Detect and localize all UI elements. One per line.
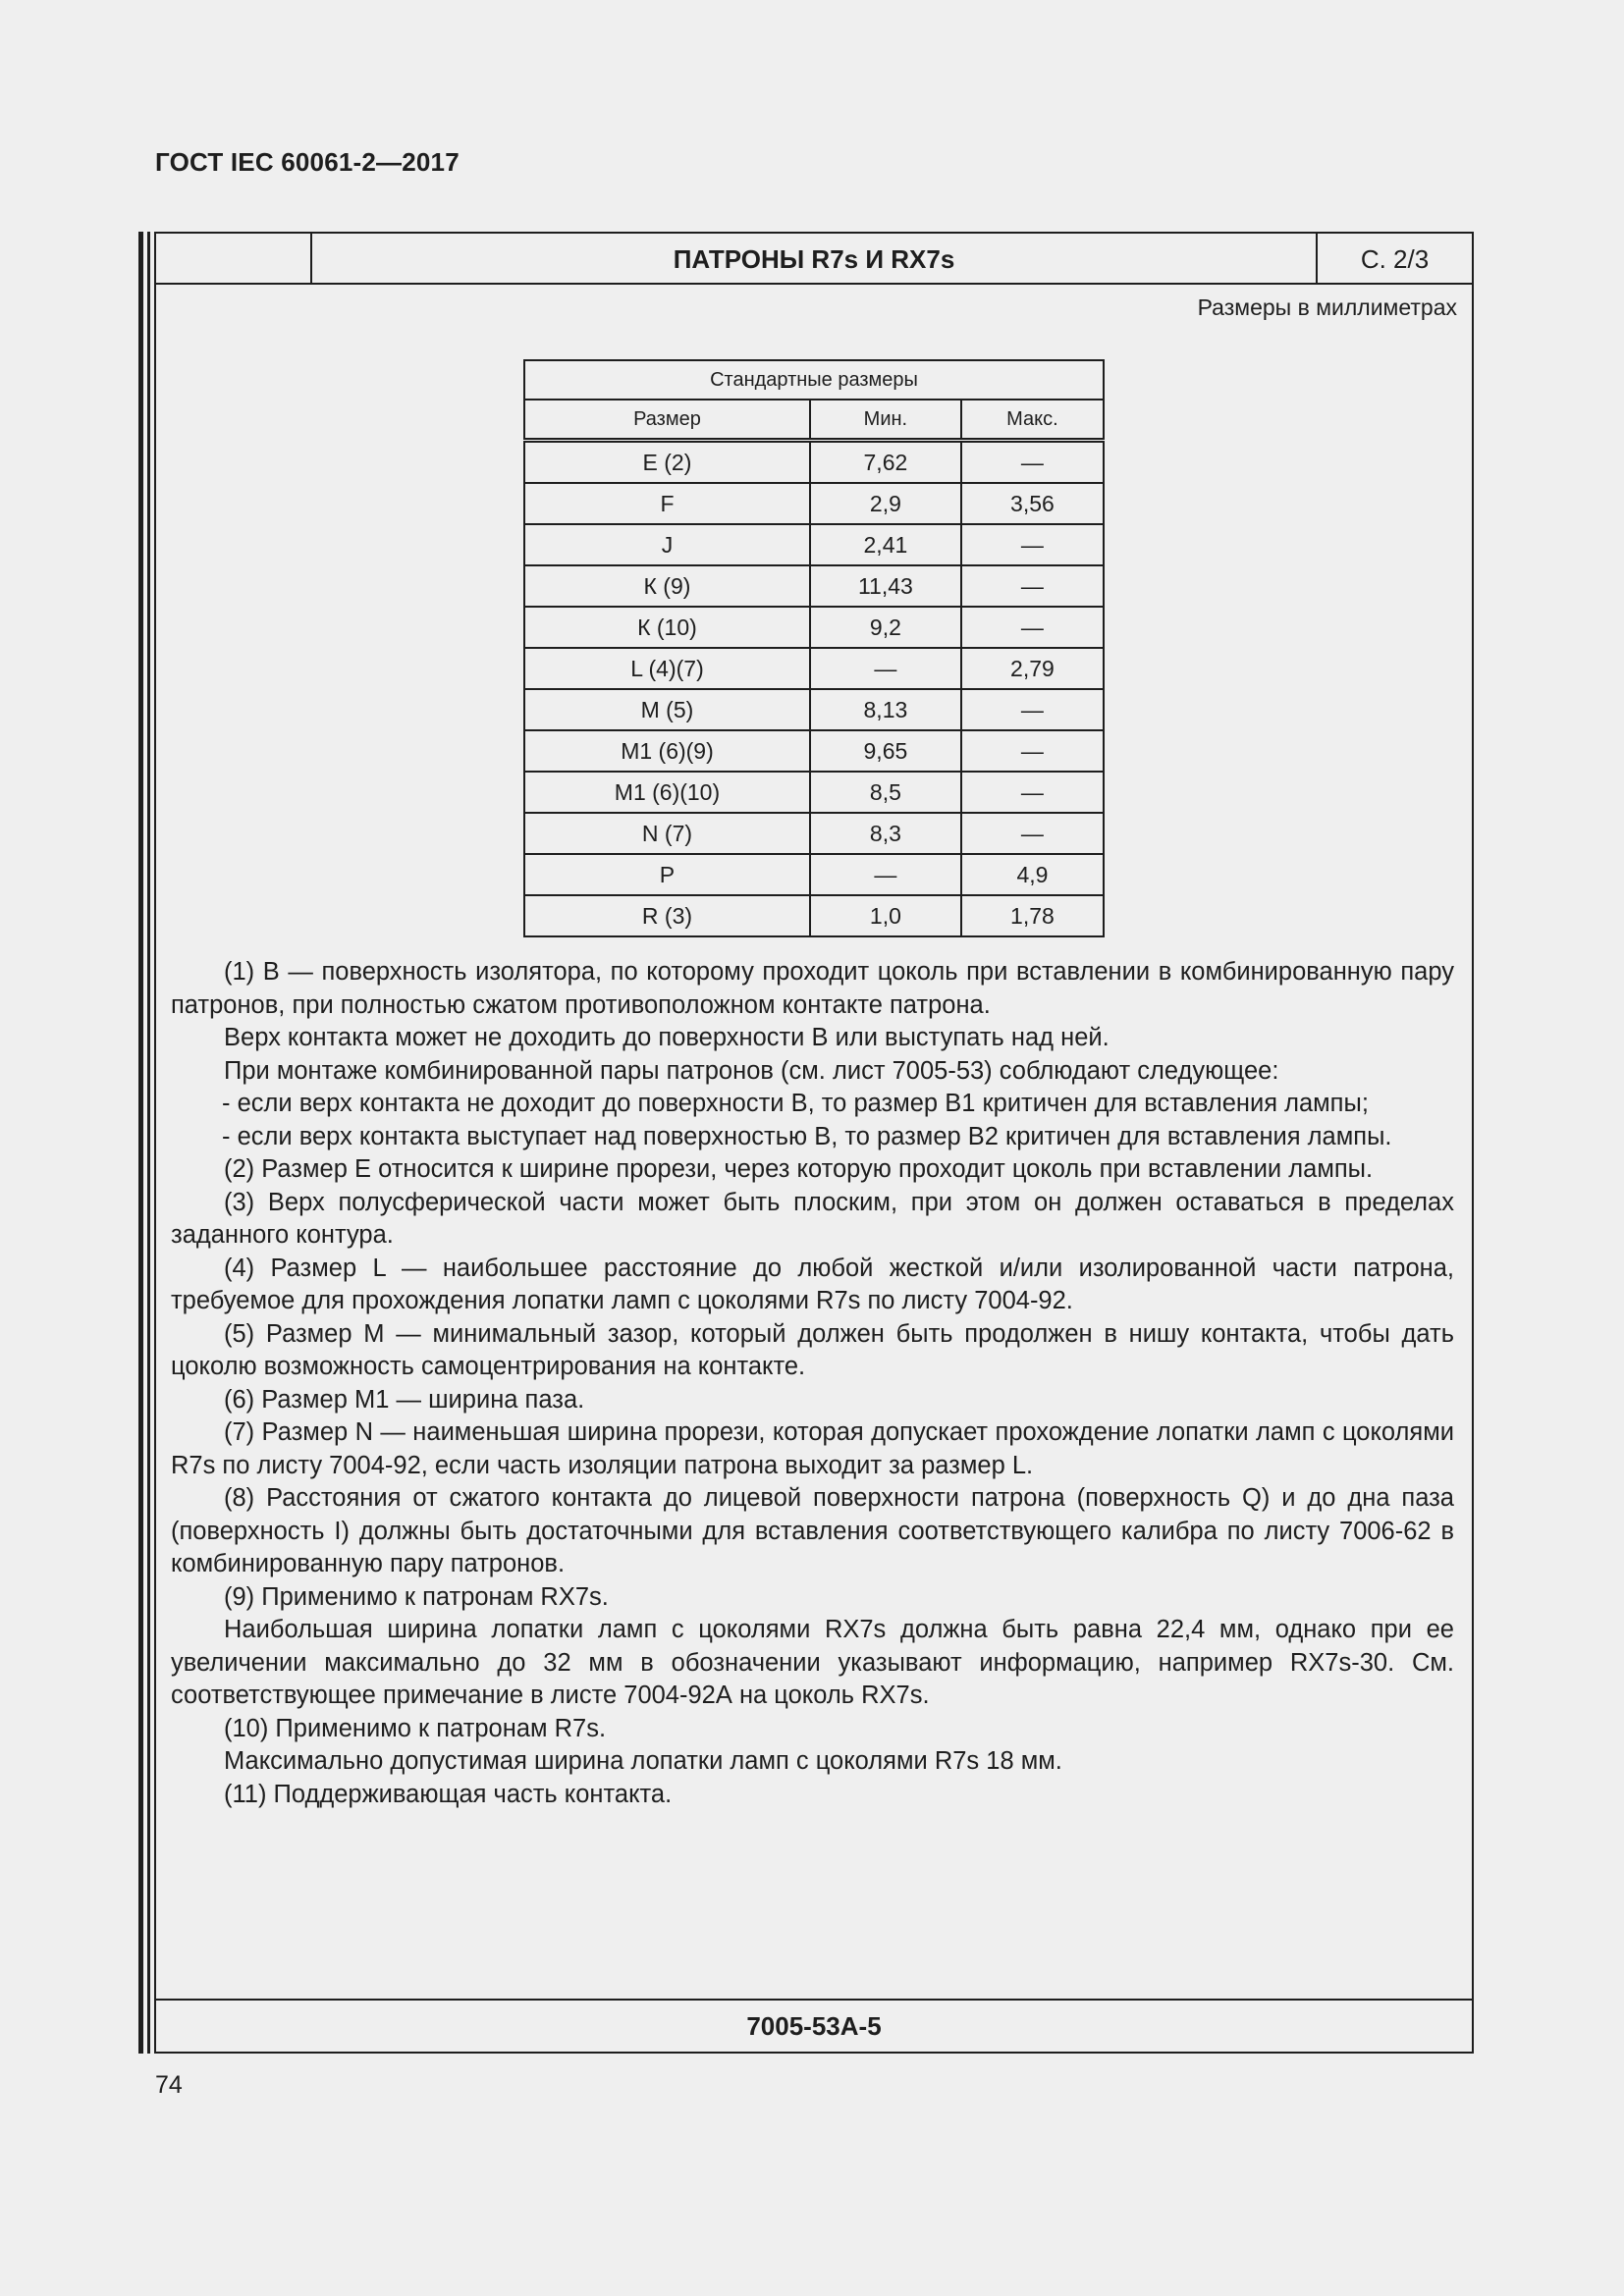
column-header: Макс.: [961, 400, 1104, 441]
table-cell: 3,56: [961, 483, 1104, 524]
table-row: [524, 565, 1104, 607]
sheet-title: ПАТРОНЫ R7s И RX7s: [312, 234, 1318, 283]
table-cell: К (9): [524, 565, 810, 607]
table-cell: —: [961, 441, 1104, 484]
note-paragraph: Максимально допустимая ширина лопатки ламп с цоколями R7s 18 мм.: [224, 1747, 1062, 1775]
note-paragraph: Верх контакта может не доходить до поверхности В или выступать над ней.: [224, 1024, 1110, 1051]
note-paragraph: (7) Размер N — наименьшая ширина прорези, которая допускает прохождение лопатки ламп с цоколями R7s по листу 7004-92, если часть изоляции патрона выходит за размер L.: [171, 1418, 1454, 1479]
table-row: [524, 607, 1104, 648]
title-left-cell: [156, 234, 312, 283]
sheet-number: С. 2/3: [1360, 244, 1430, 274]
table-row: [524, 854, 1104, 895]
table-caption: Стандартные размеры: [524, 360, 1104, 400]
note-paragraph: Наибольшая ширина лопатки ламп с цоколями RX7s должна быть равна 22,4 мм, однако при ее увеличении максимально до 32 мм в обозначении указывают информацию, например RX7s-30. См. соответствующее примечание в листе 7004-92А на цоколь RX7s.: [171, 1616, 1454, 1709]
column-header: Размер: [524, 400, 810, 441]
note-paragraph: (6) Размер М1 — ширина паза.: [224, 1385, 585, 1414]
note-paragraph: (3) Верх полусферической части может быть плоским, при этом он должен оставаться в пределах заданного контура.: [171, 1188, 1454, 1249]
table-cell: 8,5: [810, 772, 961, 813]
table-cell: —: [961, 565, 1104, 607]
table-cell: —: [810, 854, 961, 895]
table-cell: 8,3: [810, 813, 961, 854]
note-paragraph: (1) В — поверхность изолятора, по которому проходит цоколь при вставлении в комбинированную пару патронов, при полностью сжатом противоположном контакте патрона.: [171, 958, 1454, 1019]
table-cell: —: [961, 772, 1104, 813]
table-cell: L (4)(7): [524, 648, 810, 689]
table-cell: N (7): [524, 813, 810, 854]
table-cell: 2,79: [961, 648, 1104, 689]
note-paragraph: (11) Поддерживающая часть контакта.: [224, 1780, 673, 1808]
table-row: [524, 689, 1104, 730]
table-row: [524, 730, 1104, 772]
title-row: [156, 234, 1472, 285]
document-header: ГОСТ IEC 60061-2—2017: [155, 147, 460, 177]
table-cell: P: [524, 854, 810, 895]
dimensions-table: [523, 359, 1105, 937]
table-row: [524, 648, 1104, 689]
table-cell: M1 (6)(10): [524, 772, 810, 813]
note-list-item: - если верх контакта не доходит до поверхности В, то размер В1 критичен для вставления лампы;: [222, 1090, 1369, 1117]
table-cell: R (3): [524, 895, 810, 936]
note-paragraph: (4) Размер L — наибольшее расстояние до любой жесткой и/или изолированной части патрона, требуемое для прохождения лопатки ламп с цоколями R7s по листу 7004-92.: [171, 1254, 1454, 1314]
table-cell: F: [524, 483, 810, 524]
note-paragraph: (9) Применимо к патронам RX7s.: [224, 1582, 609, 1611]
table-cell: 1,78: [961, 895, 1104, 936]
table-row: [524, 483, 1104, 524]
table-cell: M (5): [524, 689, 810, 730]
binding-margin-line: [138, 232, 143, 2054]
table-cell: M1 (6)(9): [524, 730, 810, 772]
table-row: [524, 524, 1104, 565]
notes-section: [171, 956, 1454, 1811]
table-cell: 7,62: [810, 441, 961, 484]
table-cell: —: [961, 689, 1104, 730]
table-cell: 9,65: [810, 730, 961, 772]
column-header: Мин.: [810, 400, 961, 441]
table-cell: 2,41: [810, 524, 961, 565]
note-list-item: - если верх контакта выступает над поверхностью В, то размер В2 критичен для вставления лампы.: [222, 1122, 1392, 1150]
note-paragraph: (2) Размер Е относится к ширине прорези, через которую проходит цоколь при вставлении лампы.: [224, 1155, 1374, 1183]
table-cell: 11,43: [810, 565, 961, 607]
note-paragraph: (5) Размер М — минимальный зазор, который должен быть продолжен в нишу контакта, чтобы дать цоколю возможность самоцентрирования на контакте.: [171, 1319, 1454, 1380]
table-cell: J: [524, 524, 810, 565]
table-cell: —: [810, 648, 961, 689]
units-note: Размеры в миллиметрах: [1197, 294, 1457, 320]
table-row: [524, 895, 1104, 936]
page-number: 74: [155, 2071, 183, 2099]
table-cell: К (10): [524, 607, 810, 648]
table-cell: —: [961, 607, 1104, 648]
table-cell: —: [961, 524, 1104, 565]
table-row: [524, 813, 1104, 854]
sheet-footer-code: 7005-53А-5: [156, 1999, 1472, 2054]
note-paragraph: (10) Применимо к патронам R7s.: [224, 1714, 607, 1742]
note-paragraph: При монтаже комбинированной пары патронов (см. лист 7005-53) соблюдают следующее:: [224, 1056, 1279, 1085]
table-cell: 4,9: [961, 854, 1104, 895]
table-cell: —: [961, 730, 1104, 772]
table-cell: 9,2: [810, 607, 961, 648]
table-cell: —: [961, 813, 1104, 854]
table-row: [524, 441, 1104, 484]
table-cell: E (2): [524, 441, 810, 484]
table-cell: 1,0: [810, 895, 961, 936]
table-cell: 8,13: [810, 689, 961, 730]
binding-margin-line-inner: [147, 232, 150, 2054]
table-row: [524, 772, 1104, 813]
standard-sheet-frame: [154, 232, 1474, 2054]
note-paragraph: (8) Расстояния от сжатого контакта до лицевой поверхности патрона (поверхность Q) и до дна паза (поверхность I) должны быть достаточными для вставления соответствующего калибра по листу 7006-62 в комбинированную пару патронов.: [171, 1484, 1454, 1577]
table-cell: 2,9: [810, 483, 961, 524]
